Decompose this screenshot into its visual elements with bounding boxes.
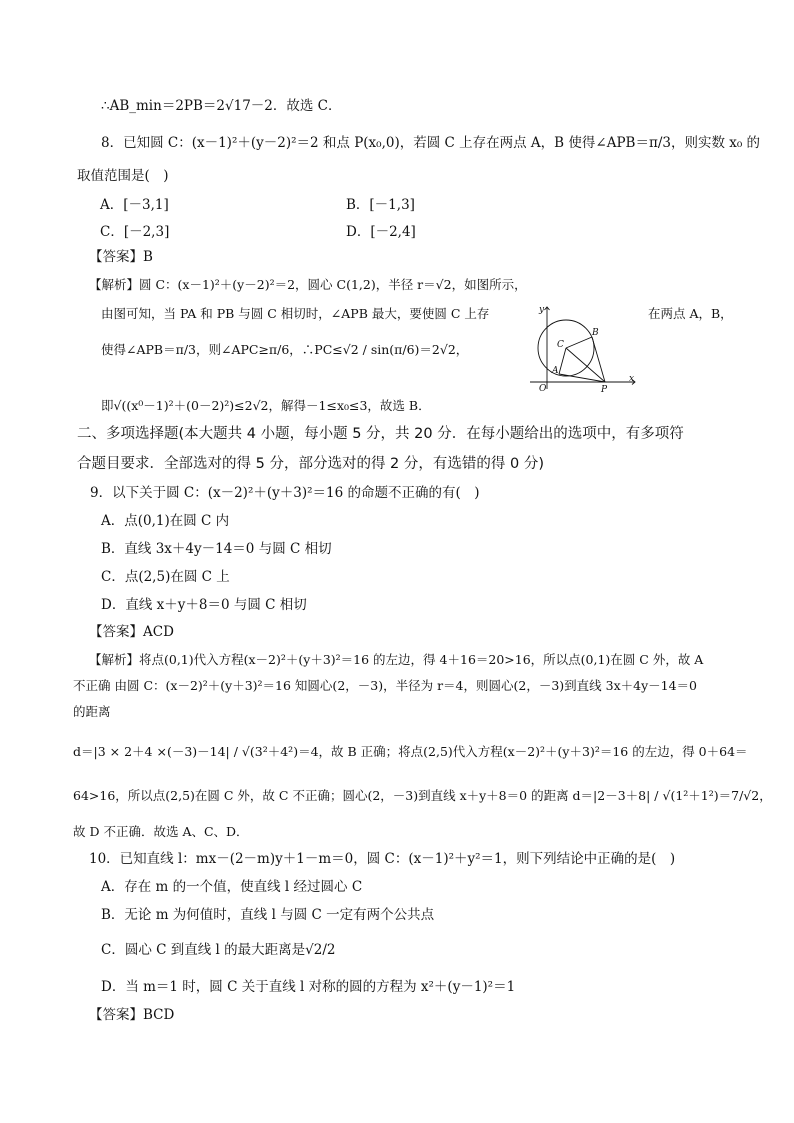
q8-solution-line-1: 【解析】圆 C：(x－1)²＋(y－2)²＝2，圆心 C(1,2)，半径 r＝√2，如图所示，	[89, 277, 527, 292]
q8-solution-line-2b: 在两点 A，B，	[648, 306, 733, 321]
q9-answer: 【答案】ACD	[89, 624, 174, 640]
tangent-pb	[592, 337, 605, 382]
q9-solution-line-3: 的距离	[73, 704, 111, 719]
q8-solution-line-4: 即√((x⁰－1)²＋(0－2)²)≤2√2，解得－1≤x₀≤3，故选 B．	[101, 398, 431, 413]
q10-stem: 10．已知直线 l：mx－(2－m)y＋1－m＝0，圆 C：(x－1)²＋y²＝1，则下列结论中正确的是( )	[89, 851, 676, 867]
q8-answer: 【答案】B	[89, 249, 153, 265]
q9-option-b: B．直线 3x＋4y－14＝0 与圆 C 相切	[101, 541, 332, 557]
q10-option-a: A．存在 m 的一个值，使直线 l 经过圆心 C	[101, 879, 363, 895]
q8-stem-line-2: 取值范围是( )	[77, 168, 169, 184]
q9-solution-line-5: 64>16，所以点(2,5)在圆 C 外，故 C 不正确；圆心(2，－3)到直线 x＋y＋8＝0 的距离 d＝|2－3＋8| / √(1²＋1²)＝7/√2，	[73, 788, 772, 803]
label-a: A	[552, 366, 559, 376]
segment-ca	[559, 348, 566, 374]
q10-answer: 【答案】BCD	[89, 1007, 175, 1023]
label-x: x	[629, 374, 635, 384]
q9-solution-line-6: 故 D 不正确．故选 A、C、D．	[73, 824, 249, 839]
label-p: P	[601, 385, 608, 393]
label-o: O	[539, 384, 547, 393]
q10-option-b: B．无论 m 为何值时，直线 l 与圆 C 一定有两个公共点	[101, 907, 435, 923]
q10-option-c: C．圆心 C 到直线 l 的最大距离是√2/2	[101, 942, 336, 958]
section-2-heading-line-2: 合题目要求．全部选对的得 5 分，部分选对的得 2 分，有选错的得 0 分)	[77, 456, 544, 472]
q8-solution-line-3: 使得∠APB＝π/3，则∠APC≥π/6，∴PC≤√2 / sin(π/6)＝2√2，	[101, 342, 469, 357]
q10-option-d: D．当 m＝1 时，圆 C 关于直线 l 对称的圆的方程为 x²＋(y－1)²＝1	[101, 979, 516, 995]
q9-option-d: D．直线 x＋y＋8＝0 与圆 C 相切	[101, 597, 307, 613]
q8-option-b: B．[－1,3]	[346, 197, 415, 213]
q8-option-c: C．[－2,3]	[100, 224, 170, 240]
q9-option-c: C．点(2,5)在圆 C 上	[101, 569, 230, 585]
section-2-heading-line-1: 二、多项选择题(本大题共 4 小题，每小题 5 分，共 20 分．在每小题给出的选项中，有多项符	[77, 426, 684, 442]
q9-stem: 9．以下关于圆 C：(x－2)²＋(y＋3)²＝16 的命题不正确的有( )	[90, 485, 480, 501]
q9-solution-line-2: 不正确 由圆 C：(x－2)²＋(y＋3)²＝16 知圆心(2，－3)，半径为 r＝4，则圆心(2，－3)到直线 3x＋4y－14＝0	[73, 678, 698, 693]
q9-solution-line-4: d＝|3 × 2＋4 ×(－3)－14| / √(3²＋4²)＝4，故 B 正确；将点(2,5)代入方程(x－2)²＋(y＋3)²＝16 的左边，得 0＋64＝	[73, 744, 748, 759]
label-b: B	[592, 328, 599, 338]
label-y: y	[539, 305, 545, 315]
label-c: C	[557, 340, 564, 350]
tangent-pa	[559, 374, 605, 382]
segment-cb	[566, 337, 592, 348]
q8-solution-line-2a: 由图可知，当 PA 和 PB 与圆 C 相切时，∠APB 最大，要使圆 C 上存	[101, 306, 490, 321]
q8-stem-line-1: 8．已知圆 C：(x－1)²＋(y－2)²＝2 和点 P(x₀,0)，若圆 C 上存在两点 A，B 使得∠APB＝π/3，则实数 x₀ 的	[101, 135, 761, 151]
prev-answer-line: ∴AB_min＝2PB＝2√17－2．故选 C．	[101, 98, 342, 114]
q9-option-a: A．点(0,1)在圆 C 内	[101, 513, 230, 529]
circle-tangent-figure	[526, 301, 640, 393]
q9-solution-line-1: 【解析】将点(0,1)代入方程(x－2)²＋(y＋3)²＝16 的左边，得 4＋16＝20>16，所以点(0,1)在圆 C 外，故 A	[89, 652, 704, 667]
segment-cp	[566, 348, 605, 382]
q8-option-d: D．[－2,4]	[346, 224, 416, 240]
q8-option-a: A．[－3,1]	[100, 197, 169, 213]
